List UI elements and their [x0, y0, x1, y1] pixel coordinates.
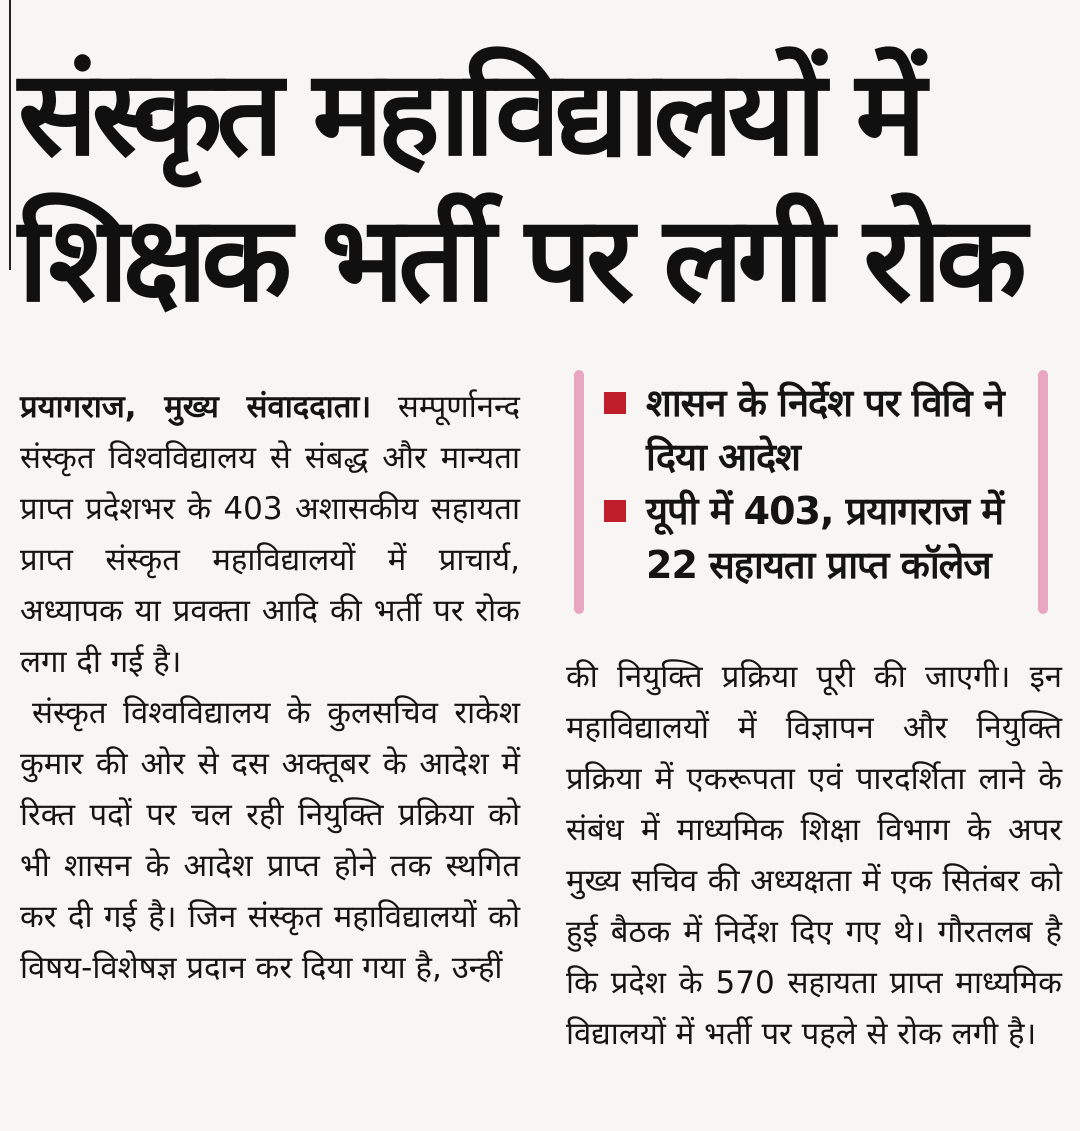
article-para-2: संस्कृत विश्वविद्यालय के कुलसचिव राकेश कुमार की ओर से दस अक्तूबर के आदेश में रिक्त पदों पर चल रही नियुक्ति प्रक्रिया को भी शासन के आदेश प्राप्त होने तक स्थगित कर दी गई है। जिन संस्कृत महाविद्यालयों को विषय-विशेषज्ञ प्रदान कर दिया गया है, उन्हीं	[20, 695, 520, 986]
highlights-bracket-right	[1038, 370, 1048, 614]
clipping-edge-line	[9, 0, 11, 270]
headline-line-2: शिक्षक भर्ती पर लगी रोक	[18, 190, 1021, 328]
headline	[18, 40, 1058, 332]
highlight-item	[604, 376, 1024, 484]
article-column-left	[20, 382, 520, 994]
headline-line-1: संस्कृत महाविद्यालयों में	[18, 44, 921, 182]
article-para-1	[20, 382, 520, 688]
highlights-list	[604, 376, 1024, 592]
highlights-box	[574, 370, 1048, 614]
article-para-1-text: सम्पूर्णानन्द संस्कृत विश्वविद्यालय से संबद्ध और मान्यता प्राप्त प्रदेशभर के 403 अशासकीय सहायता प्राप्त संस्कृत महाविद्यालयों में प्राचार्य, अध्यापक या प्रवक्ता आदि की भर्ती पर रोक लगा दी गई है।	[20, 389, 520, 680]
square-bullet-icon	[604, 500, 626, 522]
highlight-item	[604, 484, 1024, 592]
dateline: प्रयागराज, मुख्य संवाददाता।	[20, 389, 372, 425]
article-para-3: की नियुक्ति प्रक्रिया पूरी की जाएगी। इन महाविद्यालयों में विज्ञापन और नियुक्ति प्रक्रिया में एकरूपता एवं पारदर्शिता लाने के संबंध में माध्यमिक शिक्षा विभाग के अपर मुख्य सचिव की अध्यक्षता में एक सितंबर को हुई बैठक में निर्देश दिए गए थे। गौरतलब है कि प्रदेश के 570 सहायता प्राप्त माध्यमिक विद्यालयों में भर्ती पर पहले से रोक लगी है।	[566, 659, 1062, 1052]
highlights-bracket-left	[574, 370, 584, 614]
article-column-right	[566, 652, 1062, 1060]
highlight-text: यूपी में 403, प्रयागराज में 22 सहायता प्राप्त कॉलेज	[646, 489, 1004, 587]
highlight-text: शासन के निर्देश पर विवि ने दिया आदेश	[646, 381, 1004, 479]
square-bullet-icon	[604, 392, 626, 414]
